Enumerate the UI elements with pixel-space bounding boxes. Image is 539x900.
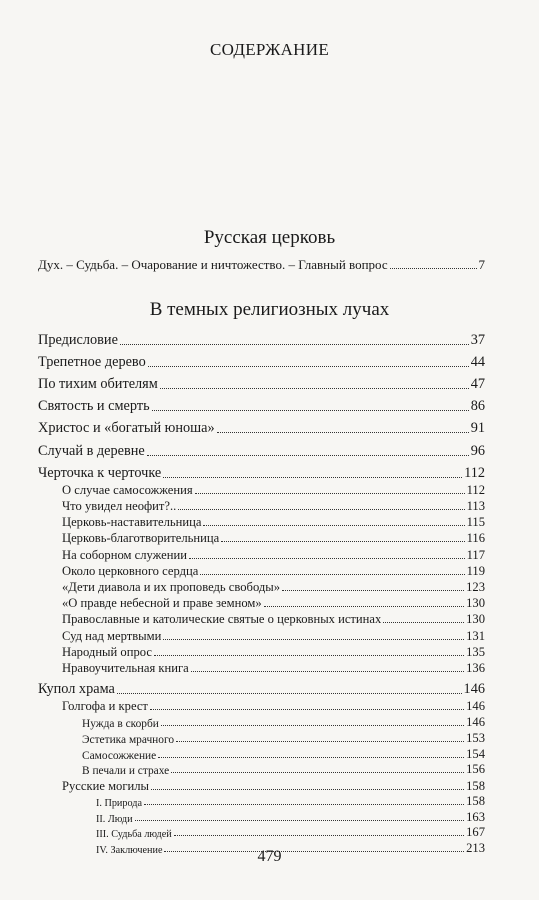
dot-leader xyxy=(171,772,464,773)
toc-entry[interactable] xyxy=(38,460,485,482)
dot-leader xyxy=(117,693,462,694)
toc-entry-title: I. Природа xyxy=(96,798,142,810)
toc-entry-title: На соборном служении xyxy=(62,547,187,562)
toc-entry[interactable] xyxy=(38,746,485,762)
toc-entry-title: Церковь-наставительница xyxy=(62,515,202,530)
toc-entry[interactable] xyxy=(38,809,485,825)
toc-entry[interactable] xyxy=(38,393,485,415)
toc-entry-title: Что увидел неофит?.. xyxy=(62,499,177,514)
toc-entry-title: Святость и смерть xyxy=(38,398,150,415)
toc-entry-page: 131 xyxy=(466,628,485,643)
toc-entry[interactable] xyxy=(38,530,485,546)
dot-leader xyxy=(264,606,464,607)
toc-entry-title: Черточка к черточке xyxy=(38,464,162,481)
toc-entry-page: 37 xyxy=(470,332,485,349)
toc-entry-page: 158 xyxy=(466,778,485,793)
toc-entry[interactable] xyxy=(38,327,485,349)
dot-leader xyxy=(176,741,464,742)
dot-leader xyxy=(148,366,469,367)
page-number: 479 xyxy=(257,848,282,865)
toc-entry-title: Суд над мертвыми xyxy=(62,628,162,643)
toc-entry[interactable] xyxy=(38,514,485,530)
toc-entry-page: 123 xyxy=(466,579,485,594)
toc-entry-title: Предисловие xyxy=(38,332,118,349)
toc-entry[interactable] xyxy=(38,579,485,595)
dot-leader xyxy=(151,789,464,790)
toc-entry[interactable] xyxy=(38,825,485,841)
toc-entry-title: II. Люди xyxy=(96,813,133,825)
toc-entry-page: 213 xyxy=(466,840,485,855)
toc-entry[interactable] xyxy=(38,611,485,627)
toc-entry[interactable] xyxy=(38,415,485,437)
toc-entry-page: 146 xyxy=(466,699,485,714)
toc-entry-page: 130 xyxy=(466,612,485,627)
toc-entry-page: 156 xyxy=(466,762,485,777)
dot-leader xyxy=(154,655,464,656)
toc-entry-title: Нравоучительная книга xyxy=(62,660,189,675)
toc-entry-title: «О правде небесной и праве земном» xyxy=(62,596,262,611)
toc-entry-title: Голгофа и крест xyxy=(62,699,148,714)
toc-entry[interactable] xyxy=(38,714,485,730)
dot-leader xyxy=(161,725,464,726)
toc-entry-page: 47 xyxy=(470,376,485,393)
toc-entry-title: Случай в деревне xyxy=(38,442,145,459)
toc-entry-page: 112 xyxy=(466,482,485,497)
toc-entry[interactable] xyxy=(38,595,485,611)
toc-entry[interactable] xyxy=(38,676,485,698)
toc-entry[interactable] xyxy=(38,777,485,793)
dot-leader xyxy=(150,709,464,710)
toc-entry-page: 96 xyxy=(470,442,485,459)
dot-leader xyxy=(178,509,464,510)
toc-entry[interactable] xyxy=(38,762,485,778)
toc-entry[interactable] xyxy=(38,437,485,459)
toc-entry[interactable] xyxy=(38,794,485,810)
toc-entry[interactable] xyxy=(38,627,485,643)
toc-entry-page: 115 xyxy=(466,515,485,530)
toc-entry-title: Православные и католические святые о церковных истинах xyxy=(62,612,382,627)
toc-entry-page: 163 xyxy=(466,809,485,824)
toc-entry[interactable] xyxy=(38,660,485,676)
toc-entry-page: 146 xyxy=(463,681,485,697)
toc-entry-page: 136 xyxy=(466,660,485,675)
toc-entry-page: 119 xyxy=(466,563,485,578)
toc-section-1 xyxy=(38,253,485,273)
toc-entry[interactable] xyxy=(38,698,485,714)
toc-entry-title: Купол храма xyxy=(38,681,115,697)
toc-entry-title: Эстетика мрачного xyxy=(82,733,175,746)
dot-leader xyxy=(221,541,464,542)
toc-entry-title: Около церковного сердца xyxy=(62,563,199,578)
dot-leader xyxy=(195,493,465,494)
toc-entry-page: 158 xyxy=(466,794,485,809)
toc-entry-page: 117 xyxy=(466,547,485,562)
toc-entry[interactable] xyxy=(38,563,485,579)
dot-leader xyxy=(191,671,464,672)
toc-entry-page: 113 xyxy=(466,499,485,514)
toc-entry-title: Народный опрос xyxy=(62,644,152,659)
section-title-russian-church: Русская церковь xyxy=(203,227,336,248)
toc-entry-title: В печали и страхе xyxy=(82,765,170,778)
toc-entry[interactable] xyxy=(38,730,485,746)
toc-section-2 xyxy=(38,327,485,856)
toc-entry-title: IV. Заключение xyxy=(96,844,163,856)
toc-entry-page: 7 xyxy=(478,257,485,272)
toc-entry[interactable] xyxy=(38,546,485,562)
section-title-dark-rays: В темных религиозных лучах xyxy=(149,299,390,320)
dot-leader xyxy=(189,558,465,559)
dot-leader xyxy=(282,590,464,591)
toc-entry-page: 112 xyxy=(464,464,485,481)
toc-entry-page: 86 xyxy=(470,398,485,415)
toc-entry-page: 116 xyxy=(466,531,485,546)
toc-entry-title: «Дети диавола и их проповедь свободы» xyxy=(62,579,281,594)
dot-leader xyxy=(163,639,464,640)
toc-entry-title: III. Судьба людей xyxy=(96,829,172,841)
toc-entry[interactable] xyxy=(38,482,485,498)
dot-leader xyxy=(163,477,462,478)
dot-leader xyxy=(152,410,469,411)
toc-entry[interactable] xyxy=(38,349,485,371)
toc-entry-title: Христос и «богатый юноша» xyxy=(38,420,215,437)
toc-entry[interactable] xyxy=(38,498,485,514)
dot-leader xyxy=(383,622,464,623)
dot-leader xyxy=(390,268,477,269)
toc-entry-page: 146 xyxy=(466,714,485,729)
toc-entry-page: 44 xyxy=(470,354,485,371)
dot-leader xyxy=(120,344,469,345)
toc-entry-page: 135 xyxy=(466,644,485,659)
toc-entry-title: Самосожжение xyxy=(82,749,157,762)
toc-entry-title: По тихим обителям xyxy=(38,376,158,393)
toc-entry-page: 154 xyxy=(466,746,485,761)
toc-entry-page: 153 xyxy=(466,730,485,745)
dot-leader xyxy=(135,820,465,821)
toc-entry-title: О случае самосожжения xyxy=(62,482,193,497)
dot-leader xyxy=(160,388,469,389)
toc-entry-page: 167 xyxy=(466,825,485,840)
dot-leader xyxy=(174,835,464,836)
toc-entry-title: Церковь-благотворительница xyxy=(62,531,220,546)
dot-leader xyxy=(203,525,464,526)
toc-entry-title: Дух. – Судьба. – Очарование и ничтожество. – Главный вопрос xyxy=(38,257,388,272)
dot-leader xyxy=(158,757,464,758)
toc-entry-title: Русские могилы xyxy=(62,778,149,793)
toc-entry-page: 130 xyxy=(466,596,485,611)
toc-entry[interactable] xyxy=(38,253,485,273)
toc-entry-page: 91 xyxy=(470,420,485,437)
toc-entry[interactable] xyxy=(38,644,485,660)
toc-entry[interactable] xyxy=(38,371,485,393)
dot-leader xyxy=(144,804,464,805)
toc-entry-title: Нужда в скорби xyxy=(82,717,159,730)
page-title: СОДЕРЖАНИЕ xyxy=(209,40,330,59)
dot-leader xyxy=(217,432,469,433)
dot-leader xyxy=(147,455,469,456)
dot-leader xyxy=(200,574,464,575)
toc-entry-title: Трепетное дерево xyxy=(38,354,146,371)
